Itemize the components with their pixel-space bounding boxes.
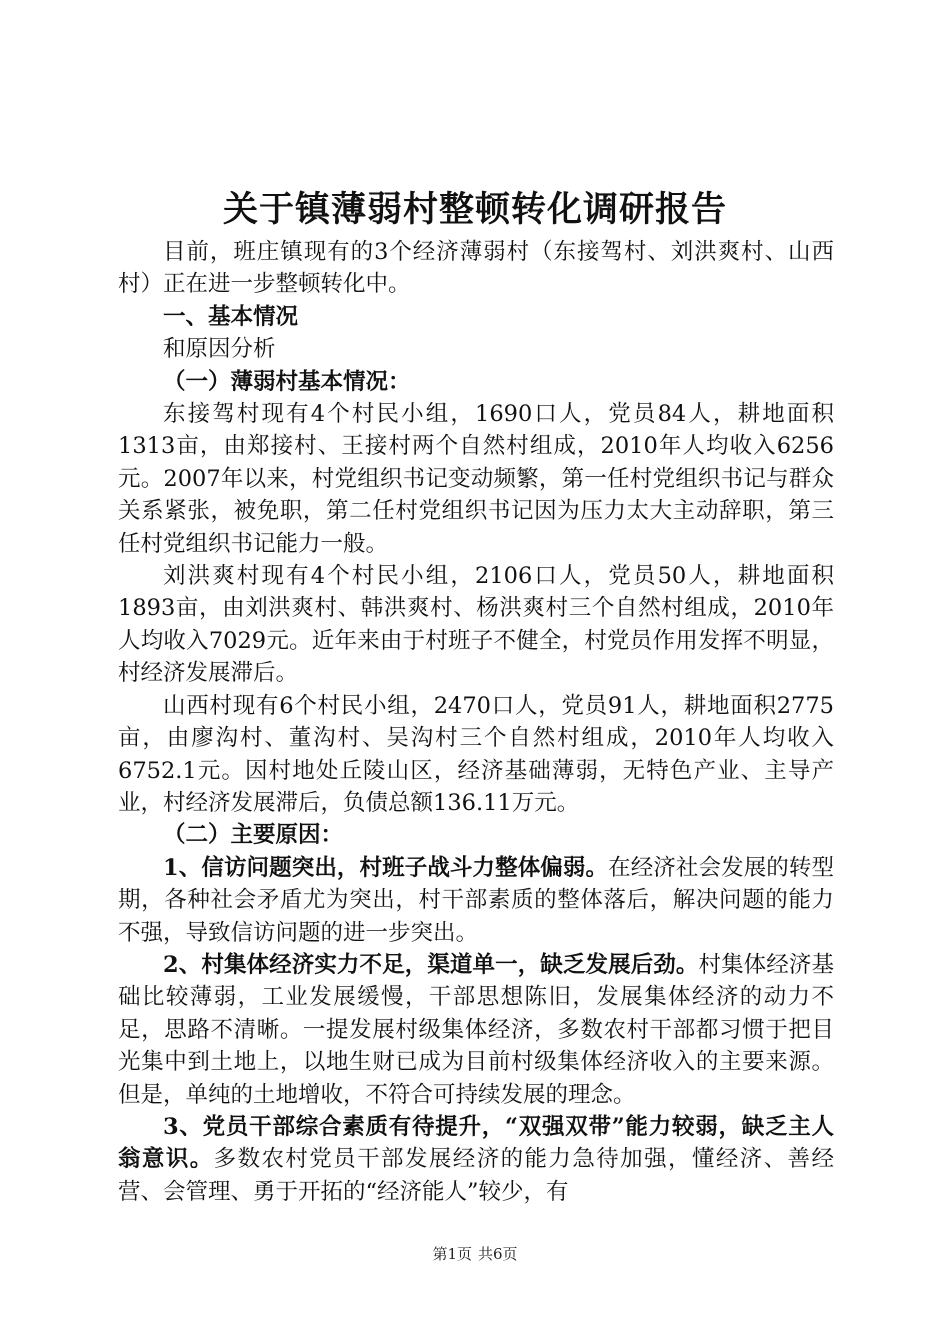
current-page-number: 第1页 <box>432 1245 472 1263</box>
subsection-heading-basic-info: （一）薄弱村基本情况： <box>163 368 411 395</box>
document-body <box>118 236 834 1208</box>
page-footer <box>0 1244 950 1264</box>
village-paragraph-liuhongshuang: 刘洪爽村现有4个村民小组，2106口人，党员50人，耕地面积1893亩，由刘洪爽村、韩洪爽村、杨洪爽村三个自然村组成，2010年人均收入7029元。近年来由于村班子不健全，村党员作用发挥不明显，村经济发展滞后。 <box>118 563 834 687</box>
total-page-count: 共6页 <box>478 1245 518 1263</box>
reason-1-text: 在经济社会发展的转型期，各种社会矛盾尤为突出，村干部素质的整体落后，解决问题的能力不强，导致信访问题的进一步突出。 <box>118 854 834 946</box>
section-heading-1-continued: 和原因分析 <box>163 336 276 363</box>
subsection-heading-main-reasons: （二）主要原因： <box>163 822 344 849</box>
reason-paragraph-2 <box>118 949 834 1111</box>
village-paragraph-shanxi: 山西村现有6个村民小组，2470口人，党员91人，耕地面积2775亩，由廖沟村、董沟村、吴沟村三个自然村组成，2010年人均收入6752.1元。因村地处丘陵山区，经济基础薄弱，无特色产业、主导产业，村经济发展滞后，负债总额136.11万元。 <box>118 692 834 816</box>
document-title: 关于镇薄弱村整顿转化调研报告 <box>222 189 727 230</box>
reason-paragraph-3 <box>118 1111 834 1208</box>
reason-3-lead: 3、党员干部综合素质有待提升，“双强双带”能力较弱，缺乏主人翁意识。 <box>118 1113 834 1173</box>
reason-paragraph-1 <box>118 852 834 949</box>
section-heading-1: 一、基本情况 <box>163 303 299 330</box>
reason-2-text: 村集体经济基础比较薄弱，工业发展缓慢，干部思想陈旧，发展集体经济的动力不足，思路不清晰。一提发展村级集体经济，多数农村干部都习惯于把目光集中到土地上，以地生财已成为目前村级集体经济收入的主要来源。但是，单纯的土地增收，不符合可持续发展的理念。 <box>118 951 834 1108</box>
intro-paragraph: 目前，班庄镇现有的3个经济薄弱村（东接驾村、刘洪爽村、山西村）正在进一步整顿转化中。 <box>118 239 834 298</box>
reason-1-lead: 1、信访问题突出，村班子战斗力整体偏弱。 <box>163 854 609 881</box>
village-paragraph-dongjiejia: 东接驾村现有4个村民小组，1690口人，党员84人，耕地面积1313亩，由郑接村、王接村两个自然村组成，2010年人均收入6256元。2007年以来，村党组织书记变动频繁，第一任村党组织书记与群众关系紧张，被免职，第二任村党组织书记因为压力太大主动辞职，第三任村党组织书记能力一般。 <box>118 401 834 557</box>
reason-3-text: 多数农村党员干部发展经济的能力急待加强，懂经济、善经营、会管理、勇于开拓的“经济能人”较少，有 <box>118 1146 834 1205</box>
reason-2-lead: 2、村集体经济实力不足，渠道单一，缺乏发展后劲。 <box>163 951 699 978</box>
